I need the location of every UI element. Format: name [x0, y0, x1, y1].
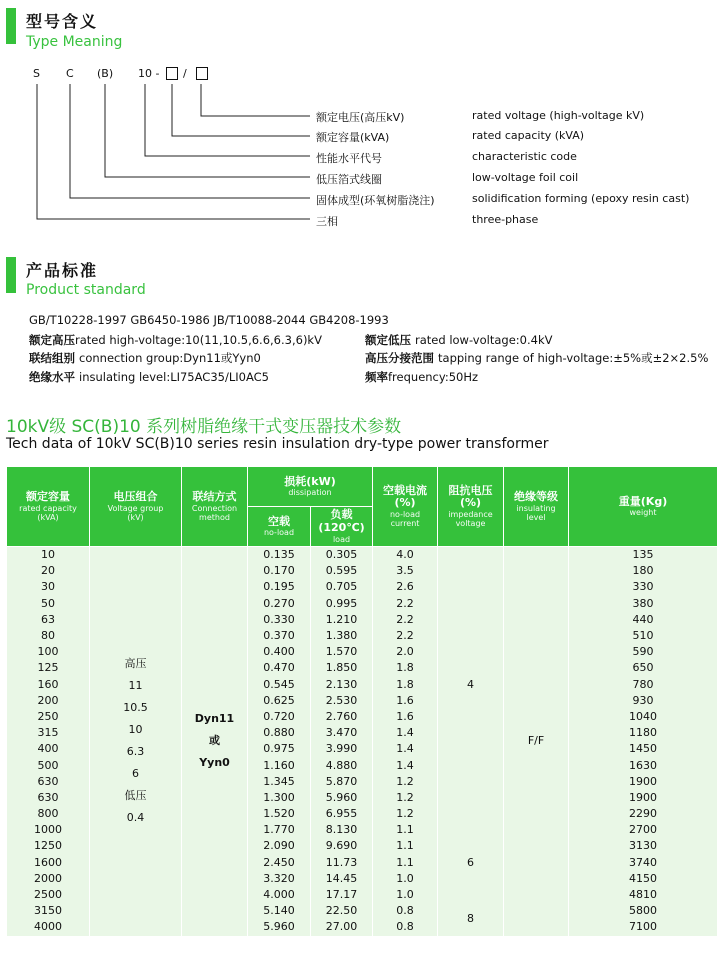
noload-loss-cell: 0.270	[248, 596, 311, 612]
capacity-cell: 80	[7, 628, 90, 644]
capacity-cell: 4000	[7, 919, 90, 935]
load-loss-cell: 6.955	[311, 806, 373, 822]
meaning-cn-3: 性能水平代号	[316, 152, 382, 165]
meaning-cn-5: 固体成型(环氧树脂浇注)	[316, 194, 435, 207]
capacity-cell: 125	[7, 660, 90, 676]
header-connection: 联结方式 Connection method	[182, 467, 248, 547]
capacity-cell: 1600	[7, 855, 90, 871]
noload-current-cell: 2.0	[373, 644, 438, 660]
weight-cell: 650	[569, 660, 718, 676]
capacity-cell: 50	[7, 596, 90, 612]
noload-current-cell: 1.4	[373, 741, 438, 757]
noload-current-cell: 1.2	[373, 790, 438, 806]
weight-cell: 5800	[569, 903, 718, 919]
meaning-en-3: characteristic code	[472, 150, 577, 163]
table-row	[7, 547, 718, 564]
tap-line: 高压分接范围 tapping range of high-voltage:±5%或±2×2.5%	[365, 351, 709, 365]
voltage-group-line: 0.4	[126, 811, 145, 825]
noload-loss-cell: 0.545	[248, 677, 311, 693]
noload-loss-cell: 0.400	[248, 644, 311, 660]
noload-loss-cell: 1.520	[248, 806, 311, 822]
impedance-cell: 4	[438, 547, 504, 823]
noload-current-cell: 1.1	[373, 838, 438, 854]
load-loss-cell: 5.960	[311, 790, 373, 806]
lv-line: 额定低压 rated low-voltage:0.4kV	[365, 333, 553, 347]
noload-current-cell: 1.4	[373, 725, 438, 741]
capacity-cell: 30	[7, 579, 90, 595]
capacity-cell: 800	[7, 806, 90, 822]
load-loss-cell: 1.210	[311, 612, 373, 628]
load-loss-cell: 8.130	[311, 822, 373, 838]
insulation-level-cell: F/F	[504, 547, 569, 936]
noload-loss-cell: 0.330	[248, 612, 311, 628]
weight-cell: 510	[569, 628, 718, 644]
weight-cell: 180	[569, 563, 718, 579]
meaning-cn-2: 额定容量(kVA)	[316, 131, 390, 144]
weight-cell: 1040	[569, 709, 718, 725]
noload-loss-cell: 0.470	[248, 660, 311, 676]
load-loss-cell: 14.45	[311, 871, 373, 887]
weight-cell: 590	[569, 644, 718, 660]
connection-method-line: Yyn0	[199, 756, 230, 770]
noload-current-cell: 1.6	[373, 693, 438, 709]
voltage-group-line: 低压	[124, 789, 147, 803]
weight-cell: 4810	[569, 887, 718, 903]
noload-current-cell: 1.1	[373, 855, 438, 871]
tech-title: 10kV级 SC(B)10 系列树脂绝缘干式变压器技术参数	[6, 417, 402, 437]
meaning-en-2: rated capacity (kVA)	[472, 129, 585, 142]
weight-cell: 7100	[569, 919, 718, 935]
load-loss-cell: 3.470	[311, 725, 373, 741]
weight-cell: 330	[569, 579, 718, 595]
load-loss-cell: 22.50	[311, 903, 373, 919]
header-noload-loss: 空载 no-load	[248, 507, 311, 547]
load-loss-cell: 9.690	[311, 838, 373, 854]
meaning-en-6: three-phase	[472, 213, 539, 226]
impedance-cell: 8	[438, 903, 504, 935]
weight-cell: 440	[569, 612, 718, 628]
noload-current-cell: 3.5	[373, 563, 438, 579]
capacity-cell: 250	[7, 709, 90, 725]
noload-loss-cell: 1.345	[248, 774, 311, 790]
noload-current-cell: 1.6	[373, 709, 438, 725]
capacity-cell: 400	[7, 741, 90, 757]
meaning-cn-4: 低压箔式线圈	[316, 173, 382, 186]
capacity-cell: 200	[7, 693, 90, 709]
hv-line: 额定高压rated high-voltage:10(11,10.5,6.6,6.3,6)kV	[29, 333, 322, 347]
noload-current-cell: 4.0	[373, 547, 438, 564]
capacity-cell: 20	[7, 563, 90, 579]
noload-loss-cell: 0.135	[248, 547, 311, 564]
weight-cell: 2290	[569, 806, 718, 822]
capacity-cell: 3150	[7, 903, 90, 919]
voltage-group-line: 10.5	[123, 701, 148, 715]
type-meaning-title: 型号含义	[26, 12, 99, 31]
noload-loss-cell: 0.170	[248, 563, 311, 579]
load-loss-cell: 2.530	[311, 693, 373, 709]
noload-current-cell: 1.0	[373, 871, 438, 887]
code-slash: /	[183, 67, 187, 80]
load-loss-cell: 2.130	[311, 677, 373, 693]
weight-cell: 780	[569, 677, 718, 693]
load-loss-cell: 2.760	[311, 709, 373, 725]
voltage-group-line: 11	[128, 679, 143, 693]
meaning-en-1: rated voltage (high-voltage kV)	[472, 109, 645, 122]
noload-loss-cell: 2.090	[248, 838, 311, 854]
product-standard-title: 产品标准	[26, 261, 99, 280]
header-capacity: 额定容量 rated capacity (kVA)	[7, 467, 90, 547]
voltage-group-line: 10	[128, 723, 143, 737]
voltage-group-line: 6.3	[126, 745, 145, 759]
weight-cell: 1180	[569, 725, 718, 741]
noload-loss-cell: 5.140	[248, 903, 311, 919]
weight-cell: 1900	[569, 774, 718, 790]
noload-loss-cell: 0.975	[248, 741, 311, 757]
freq-line: 频率frequency:50Hz	[365, 370, 479, 384]
capacity-cell: 1250	[7, 838, 90, 854]
load-loss-cell: 0.995	[311, 596, 373, 612]
load-loss-cell: 4.880	[311, 757, 373, 773]
weight-cell: 3740	[569, 855, 718, 871]
weight-cell: 1630	[569, 757, 718, 773]
voltage-group-line: 高压	[124, 657, 147, 671]
connection-method-line: 或	[209, 734, 220, 748]
capacity-cell: 500	[7, 757, 90, 773]
capacity-cell: 2500	[7, 887, 90, 903]
tech-subtitle: Tech data of 10kV SC(B)10 series resin insulation dry-type power transformer	[6, 436, 549, 452]
noload-loss-cell: 0.880	[248, 725, 311, 741]
capacity-cell: 160	[7, 677, 90, 693]
noload-current-cell: 1.4	[373, 757, 438, 773]
voltage-group-line: 6	[132, 767, 139, 781]
noload-current-cell: 1.8	[373, 660, 438, 676]
noload-current-cell: 1.1	[373, 822, 438, 838]
noload-current-cell: 1.2	[373, 806, 438, 822]
weight-cell: 2700	[569, 822, 718, 838]
standards-list: GB/T10228-1997 GB6450-1986 JB/T10088-2044 GB4208-1993	[29, 313, 389, 327]
load-loss-cell: 1.850	[311, 660, 373, 676]
noload-current-cell: 2.2	[373, 628, 438, 644]
noload-loss-cell: 4.000	[248, 887, 311, 903]
load-loss-cell: 0.705	[311, 579, 373, 595]
voltage-group-cell	[90, 547, 182, 936]
capacity-cell: 63	[7, 612, 90, 628]
meaning-cn-1: 额定电压(高压kV)	[316, 111, 405, 124]
tech-data-body	[7, 547, 718, 936]
header-noload-current: 空载电流 (%) no-load current	[373, 467, 438, 547]
capacity-cell: 1000	[7, 822, 90, 838]
header-voltage-group: 电压组合 Voltage group (kV)	[90, 467, 182, 547]
tech-data-table	[6, 466, 718, 936]
noload-current-cell: 0.8	[373, 919, 438, 935]
noload-current-cell: 0.8	[373, 903, 438, 919]
noload-loss-cell: 3.320	[248, 871, 311, 887]
conn-line: 联结组别 connection group:Dyn11或Yyn0	[29, 351, 261, 365]
weight-cell: 380	[569, 596, 718, 612]
weight-cell: 135	[569, 547, 718, 564]
connection-method-line: Dyn11	[194, 712, 235, 726]
header-impedance: 阻抗电压 (%) impedance voltage	[438, 467, 504, 547]
code-b: (B)	[97, 67, 114, 80]
noload-current-cell: 2.2	[373, 596, 438, 612]
load-loss-cell: 17.17	[311, 887, 373, 903]
load-loss-cell: 1.570	[311, 644, 373, 660]
meaning-en-4: low-voltage foil coil	[472, 171, 579, 184]
capacity-cell: 630	[7, 790, 90, 806]
header-insulation: 绝缘等级 insulating level	[504, 467, 569, 547]
load-loss-cell: 0.305	[311, 547, 373, 564]
capacity-cell: 2000	[7, 871, 90, 887]
noload-loss-cell: 2.450	[248, 855, 311, 871]
noload-loss-cell: 1.300	[248, 790, 311, 806]
connection-method-cell	[182, 547, 248, 936]
weight-cell: 930	[569, 693, 718, 709]
noload-loss-cell: 0.720	[248, 709, 311, 725]
load-loss-cell: 27.00	[311, 919, 373, 935]
load-loss-cell: 0.595	[311, 563, 373, 579]
noload-loss-cell: 5.960	[248, 919, 311, 935]
code-s: S	[33, 67, 40, 80]
noload-loss-cell: 1.770	[248, 822, 311, 838]
header-loss: 损耗(kW) dissipation	[248, 467, 373, 507]
capacity-cell: 315	[7, 725, 90, 741]
weight-cell: 1900	[569, 790, 718, 806]
noload-loss-cell: 0.195	[248, 579, 311, 595]
load-loss-cell: 5.870	[311, 774, 373, 790]
ins-line: 绝缘水平 insulating level:LI75AC35/LI0AC5	[29, 370, 269, 384]
weight-cell: 4150	[569, 871, 718, 887]
noload-current-cell: 2.2	[373, 612, 438, 628]
capacity-cell: 630	[7, 774, 90, 790]
capacity-cell: 10	[7, 547, 90, 564]
header-load-loss: 负载(120℃) load	[311, 507, 373, 547]
noload-current-cell: 1.8	[373, 677, 438, 693]
noload-loss-cell: 0.625	[248, 693, 311, 709]
header-weight: 重量(Kg) weight	[569, 467, 718, 547]
capacity-cell: 100	[7, 644, 90, 660]
impedance-cell: 6	[438, 822, 504, 903]
code-c: C	[66, 67, 74, 80]
product-standard-subtitle: Product standard	[26, 282, 146, 298]
noload-loss-cell: 0.370	[248, 628, 311, 644]
load-loss-cell: 11.73	[311, 855, 373, 871]
section-marker	[6, 257, 16, 293]
weight-cell: 1450	[569, 741, 718, 757]
noload-current-cell: 2.6	[373, 579, 438, 595]
code-10: 10 -	[138, 67, 160, 80]
meaning-cn-6: 三相	[316, 215, 338, 228]
noload-current-cell: 1.2	[373, 774, 438, 790]
type-meaning-subtitle: Type Meaning	[26, 34, 123, 50]
weight-cell: 3130	[569, 838, 718, 854]
load-loss-cell: 3.990	[311, 741, 373, 757]
noload-current-cell: 1.0	[373, 887, 438, 903]
noload-loss-cell: 1.160	[248, 757, 311, 773]
meaning-en-5: solidification forming (epoxy resin cast)	[472, 192, 690, 205]
load-loss-cell: 1.380	[311, 628, 373, 644]
